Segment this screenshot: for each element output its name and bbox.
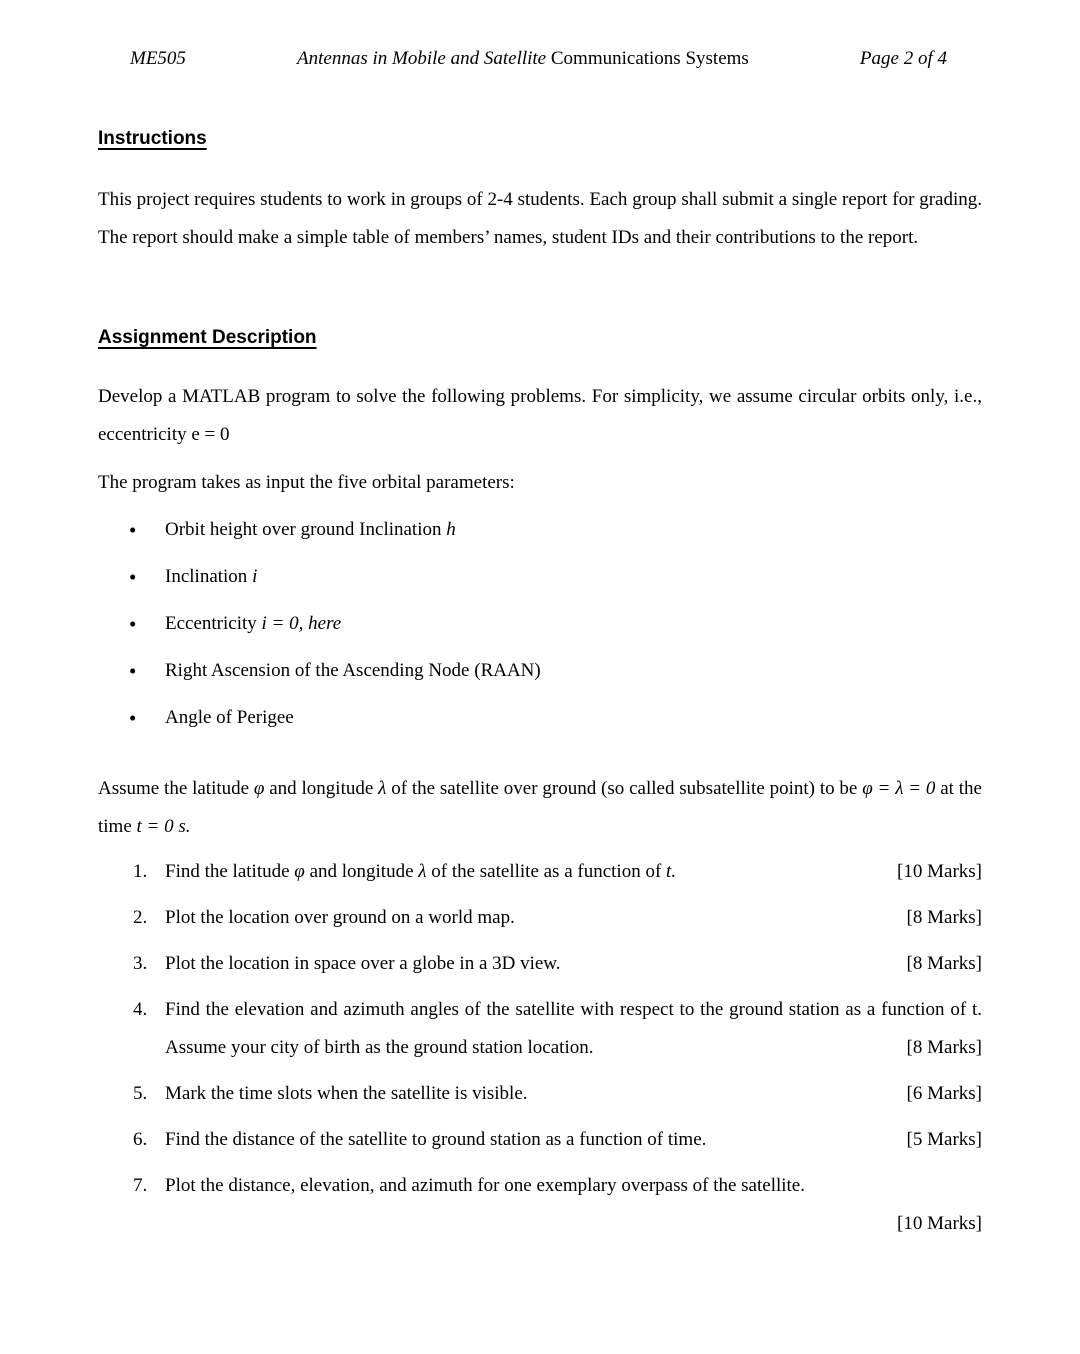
- marks-badge: [5 Marks]: [906, 1129, 982, 1150]
- list-item-text: Angle of Perigee: [165, 707, 294, 728]
- page-header: [98, 46, 982, 72]
- document-title-regular: Communications Systems: [546, 48, 749, 69]
- math-lambda: λ: [378, 778, 387, 799]
- list-item-text: Orbit height over ground Inclination: [165, 519, 447, 540]
- task-item-5: [98, 1075, 982, 1113]
- list-item-raan: [98, 652, 982, 690]
- task-number: 1.: [133, 861, 148, 882]
- list-item-text: Eccentricity: [165, 613, 262, 634]
- task-number: 4.: [133, 999, 148, 1020]
- marks-badge: [10 Marks]: [897, 1213, 982, 1234]
- assignment-description-heading: Assignment Description: [98, 327, 317, 348]
- math-variable: h: [446, 519, 456, 540]
- orbital-parameters-intro: The program takes as input the five orbital parameters:: [98, 472, 515, 493]
- math-lambda: λ: [418, 861, 427, 882]
- bullet-icon: •: [129, 612, 137, 636]
- task-text: Plot the location over ground on a world map.: [165, 907, 515, 928]
- instructions-heading: Instructions: [98, 128, 207, 149]
- list-item-orbit-height: [98, 511, 982, 549]
- bullet-icon: •: [129, 518, 137, 542]
- task-text: Find the latitude: [165, 861, 295, 882]
- task-text: Find the distance of the satellite to ground station as a function of time.: [165, 1129, 707, 1150]
- task-text: Plot the location in space over a globe in a 3D view.: [165, 953, 561, 974]
- assume-text: of the satellite over ground (so called subsatellite point) to be: [386, 778, 863, 799]
- marks-badge: [10 Marks]: [897, 861, 982, 882]
- list-item-angle-of-perigee: [98, 699, 982, 737]
- task-item-4: [98, 991, 982, 1067]
- list-item-inclination: [98, 558, 982, 596]
- task-item-7: [98, 1167, 982, 1243]
- task-item-6: [98, 1121, 982, 1159]
- assume-text: at the time: [98, 778, 982, 837]
- marks-badge: [8 Marks]: [906, 1037, 982, 1058]
- marks-badge: [8 Marks]: [906, 907, 982, 928]
- math-expression: i = 0, here: [261, 613, 342, 634]
- math-expression: t = 0 s.: [136, 816, 191, 837]
- instructions-paragraph: This project requires students to work in groups of 2-4 students. Each group shall submit a single report for grading. The report should make a simple table of members’ names, student IDs and their contributions to the report.: [98, 189, 982, 248]
- math-phi: φ: [294, 861, 305, 882]
- course-code: ME505: [130, 48, 186, 69]
- task-text: Mark the time slots when the satellite is visible.: [165, 1083, 528, 1104]
- task-list: [98, 853, 982, 1243]
- task-number: 6.: [133, 1129, 148, 1150]
- assume-text: Assume the latitude: [98, 778, 254, 799]
- list-item-eccentricity: [98, 605, 982, 643]
- math-phi: φ: [253, 778, 265, 799]
- document-title: [186, 46, 860, 72]
- task-text: Find the elevation and azimuth angles of the satellite with respect to the ground station as a function of t. Assume your city of birth as the ground station location.: [165, 999, 982, 1058]
- document-title-italic: Antennas in Mobile and Satellite: [297, 48, 547, 69]
- marks-badge: [6 Marks]: [906, 1083, 982, 1104]
- list-item-text: Inclination: [165, 566, 253, 587]
- list-item-text: Right Ascension of the Ascending Node (RAAN): [165, 660, 541, 681]
- task-text: of the satellite as a function of: [426, 861, 667, 882]
- marks-badge: [8 Marks]: [906, 953, 982, 974]
- task-item-1: [98, 853, 982, 891]
- math-expression: φ = λ = 0: [862, 778, 936, 799]
- page-number: Page 2 of 4: [859, 48, 947, 69]
- assume-paragraph: [98, 770, 982, 846]
- task-text: and longitude: [304, 861, 419, 882]
- assume-text: and longitude: [264, 778, 379, 799]
- task-item-3: [98, 945, 982, 983]
- task-number: 3.: [133, 953, 148, 974]
- assignment-intro-paragraph: Develop a MATLAB program to solve the following problems. For simplicity, we assume circular orbits only, i.e., eccentricity e = 0: [98, 386, 982, 445]
- math-t: t.: [666, 861, 677, 882]
- bullet-icon: •: [129, 565, 137, 589]
- task-number: 5.: [133, 1083, 148, 1104]
- bullet-icon: •: [129, 659, 137, 683]
- orbital-parameters-list: [98, 511, 982, 737]
- task-number: 7.: [133, 1175, 148, 1196]
- task-number: 2.: [133, 907, 148, 928]
- math-variable: i: [252, 566, 258, 587]
- task-item-2: [98, 899, 982, 937]
- task-text: Plot the distance, elevation, and azimuth for one exemplary overpass of the satellite.: [165, 1175, 805, 1196]
- bullet-icon: •: [129, 706, 137, 730]
